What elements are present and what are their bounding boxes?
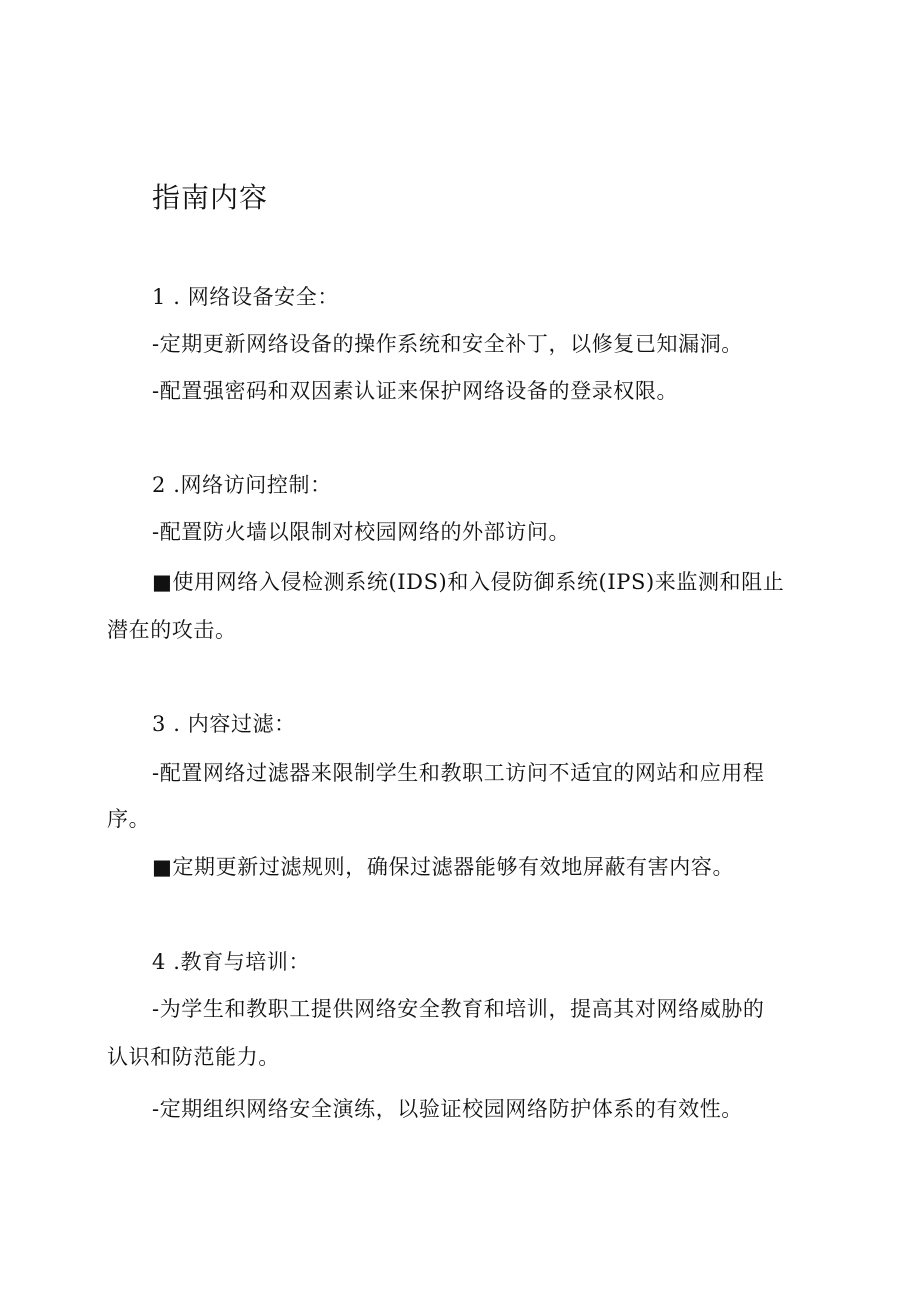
section-4-item-2: -定期组织网络安全演练，以验证校园网络防护体系的有效性。 bbox=[152, 1097, 743, 1121]
section-4-item-1-continued: 认识和防范能力。 bbox=[107, 1045, 280, 1069]
section-2-item-1: -配置防火墙以限制对校园网络的外部访问。 bbox=[152, 520, 571, 544]
section-3-item-2: ■定期更新过滤规则，确保过滤器能够有效地屏蔽有害内容。 bbox=[152, 855, 735, 879]
section-3-item-1-continued: 序。 bbox=[107, 807, 151, 831]
section-4-title: 4 .教育与培训： bbox=[152, 950, 311, 974]
section-1-item-1: -定期更新网络设备的操作系统和安全补丁，以修复已知漏洞。 bbox=[152, 332, 743, 356]
section-2-item-2: ■使用网络入侵检测系统(IDS)和入侵防御系统(IPS)来监测和阻止 bbox=[152, 570, 785, 594]
page-heading: 指南内容 bbox=[152, 181, 269, 214]
section-1-title: 1 . 网络设备安全： bbox=[152, 285, 339, 309]
section-1-item-2: -配置强密码和双因素认证来保护网络设备的登录权限。 bbox=[152, 379, 679, 403]
section-4-item-1: -为学生和教职工提供网络安全教育和培训，提高其对网络威胁的 bbox=[152, 997, 765, 1021]
section-2-title: 2 .网络访问控制： bbox=[152, 473, 332, 497]
section-3-item-1: -配置网络过滤器来限制学生和教职工访问不适宜的网站和应用程 bbox=[152, 761, 765, 785]
section-3-title: 3 . 内容过滤： bbox=[152, 712, 296, 736]
section-2-item-2-continued: 潜在的攻击。 bbox=[107, 618, 237, 642]
